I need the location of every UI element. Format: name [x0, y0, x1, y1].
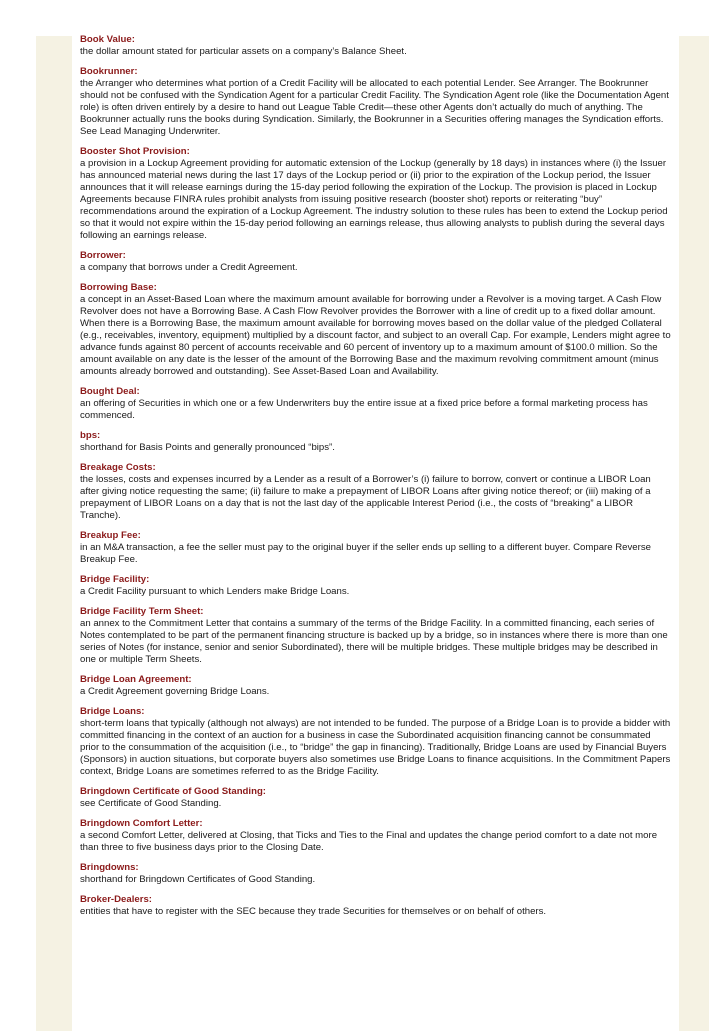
entry-term: Bookrunner:: [80, 66, 138, 77]
glossary-entry: [80, 250, 672, 274]
entry-definition: the losses, costs and expenses incurred by a Lender as a result of a Borrower’s (i) failure to borrow, convert or continue a LIBOR Loan after giving notice requesting the same; (ii) failure to make a prepayment of LIBOR Loans after giving notice thereof; or (iii) making of a prepayment of LIBOR Loans on a day that is not the last day of the applicable Interest Period (i.e., the costs of “breaking” a LIBOR Tranche).: [80, 474, 651, 521]
glossary-entry: [80, 530, 672, 566]
glossary-entry: [80, 282, 672, 378]
glossary-entry: [80, 574, 672, 598]
glossary-entry: [80, 462, 672, 522]
entry-term: Bridge Facility Term Sheet:: [80, 606, 204, 617]
entry-term: Bridge Facility:: [80, 574, 150, 585]
entry-term: Booster Shot Provision:: [80, 146, 190, 157]
entry-definition: shorthand for Bringdown Certificates of Good Standing.: [80, 874, 316, 885]
entry-definition: a Credit Facility pursuant to which Lenders make Bridge Loans.: [80, 586, 350, 597]
entry-term: Bridge Loan Agreement:: [80, 674, 192, 685]
entry-term: Borrowing Base:: [80, 282, 157, 293]
entry-definition: in an M&A transaction, a fee the seller must pay to the original buyer if the seller ends up selling to a different buyer. Compare Reverse Breakup Fee.: [80, 542, 651, 565]
entry-term: Borrower:: [80, 250, 126, 261]
entry-term: Broker-Dealers:: [80, 894, 152, 905]
entry-definition: short-term loans that typically (although not always) are not intended to be funded. The purpose of a Bridge Loan is to provide a bidder with committed financing in the context of an auction for a business in case the Subordinated acquisition financing cannot be consummated prior to the consummation of the acquisition (i.e., to “bridge” the gap in financing). Traditionally, Bridge Loans are used by Financial Buyers (Sponsors) in auction situations, but corporate buyers also sometimes use Bridge Loans to finance acquisitions. In the Commitment Papers context, Bridge Loans are sometimes referred to as the Bridge Facility.: [80, 718, 671, 777]
entry-definition: the Arranger who determines what portion of a Credit Facility will be allocated to each potential Lender. See Arranger. The Bookrunner should not be confused with the Syndication Agent for a particular Credit Facility. The Syndication Agent role (like the Documentation Agent role) is often driven entirely by a desire to hand out League Table Credit—these other Agents don’t actually do much of anything. The Bookrunner actually runs the books during Syndication. Similarly, the Bookrunner in a Securities offering manages the Syndication efforts. See Lead Managing Underwriter.: [80, 78, 669, 137]
right-margin-strip: [679, 36, 709, 1031]
entry-definition: a provision in a Lockup Agreement providing for automatic extension of the Lockup (generally by 18 days) in instances where (i) the Issuer has announced material news during the last 17 days of the Lockup period or (ii) prior to the expiration of the Lockup period, the Issuer announces that it will release earnings during the 15-day period following the expiration of the Lockup. The provision is placed in Lockup Agreements because FINRA rules prohibit analysts from issuing positive research (booster shot) reports or reiterating “buy” recommendations around the expiration of a Lockup Agreement. The industry solution to these rules has been to extend the Lockup period so that it would not expire within the 15-day period following an earnings release, thus allowing analysts to publish during the several days following an earnings release.: [80, 158, 668, 241]
entry-term: Book Value:: [80, 34, 135, 45]
glossary-entry: [80, 430, 672, 454]
entry-definition: a Credit Agreement governing Bridge Loans.: [80, 686, 270, 697]
glossary-entry: [80, 862, 672, 886]
entry-definition: the dollar amount stated for particular assets on a company’s Balance Sheet.: [80, 46, 407, 57]
entry-term: Bringdowns:: [80, 862, 139, 873]
entry-term: Bridge Loans:: [80, 706, 145, 717]
entry-term: Bringdown Comfort Letter:: [80, 818, 203, 829]
entry-term: Breakage Costs:: [80, 462, 156, 473]
glossary-entry: [80, 66, 672, 138]
entry-term: Breakup Fee:: [80, 530, 141, 541]
entry-term: Bought Deal:: [80, 386, 140, 397]
glossary-entry: [80, 606, 672, 666]
glossary-content: [80, 34, 672, 926]
entry-definition: an annex to the Commitment Letter that contains a summary of the terms of the Bridge Facility. In a committed financing, each series of Notes contemplated to be part of the permanent financing structure is backed up by a bridge, so in instances where there is more than one series of Notes (for instance, senior and senior Subordinated), there will be multiple bridges. These multiple bridges may be described in one or multiple Term Sheets.: [80, 618, 668, 665]
entry-term: Bringdown Certificate of Good Standing:: [80, 786, 267, 797]
entry-definition: see Certificate of Good Standing.: [80, 798, 222, 809]
entry-definition: a second Comfort Letter, delivered at Closing, that Ticks and Ties to the Final and updates the change period comfort to a date not more than three to five business days prior to the Closing Date.: [80, 830, 658, 853]
entry-definition: a concept in an Asset-Based Loan where the maximum amount available for borrowing under a Revolver is a moving target. A Cash Flow Revolver does not have a Borrowing Base. A Cash Flow Revolver provides the Borrower with a line of credit up to a fixed dollar amount. When there is a Borrowing Base, the maximum amount available for borrowing moves based on the dollar value of the pledged Collateral (e.g., receivables, inventory, equipment) multiplied by a discount factor, and subject to an overall Cap. For example, Lenders might agree to advance funds against 80 percent of accounts receivable and 60 percent of inventory up to a maximum amount of $100.0 million. So the amount available on any date is the lesser of the amount of the Borrowing Base and the maximum revolving commitment amount (minus amounts already borrowed and outstanding). See Asset-Based Loan and Availability.: [80, 294, 671, 377]
left-margin-strip: [36, 36, 72, 1031]
glossary-entry: [80, 674, 672, 698]
entry-definition: entities that have to register with the SEC because they trade Securities for themselves or on behalf of others.: [80, 906, 547, 917]
glossary-entry: [80, 706, 672, 778]
glossary-entry: [80, 146, 672, 242]
entry-term: bps:: [80, 430, 101, 441]
entry-definition: a company that borrows under a Credit Agreement.: [80, 262, 298, 273]
entry-definition: shorthand for Basis Points and generally pronounced “bips”.: [80, 442, 335, 453]
glossary-entry: [80, 34, 672, 58]
entry-definition: an offering of Securities in which one or a few Underwriters buy the entire issue at a fixed price before a formal marketing process has commenced.: [80, 398, 648, 421]
glossary-entry: [80, 894, 672, 918]
glossary-entry: [80, 786, 672, 810]
glossary-entry: [80, 386, 672, 422]
glossary-entry: [80, 818, 672, 854]
